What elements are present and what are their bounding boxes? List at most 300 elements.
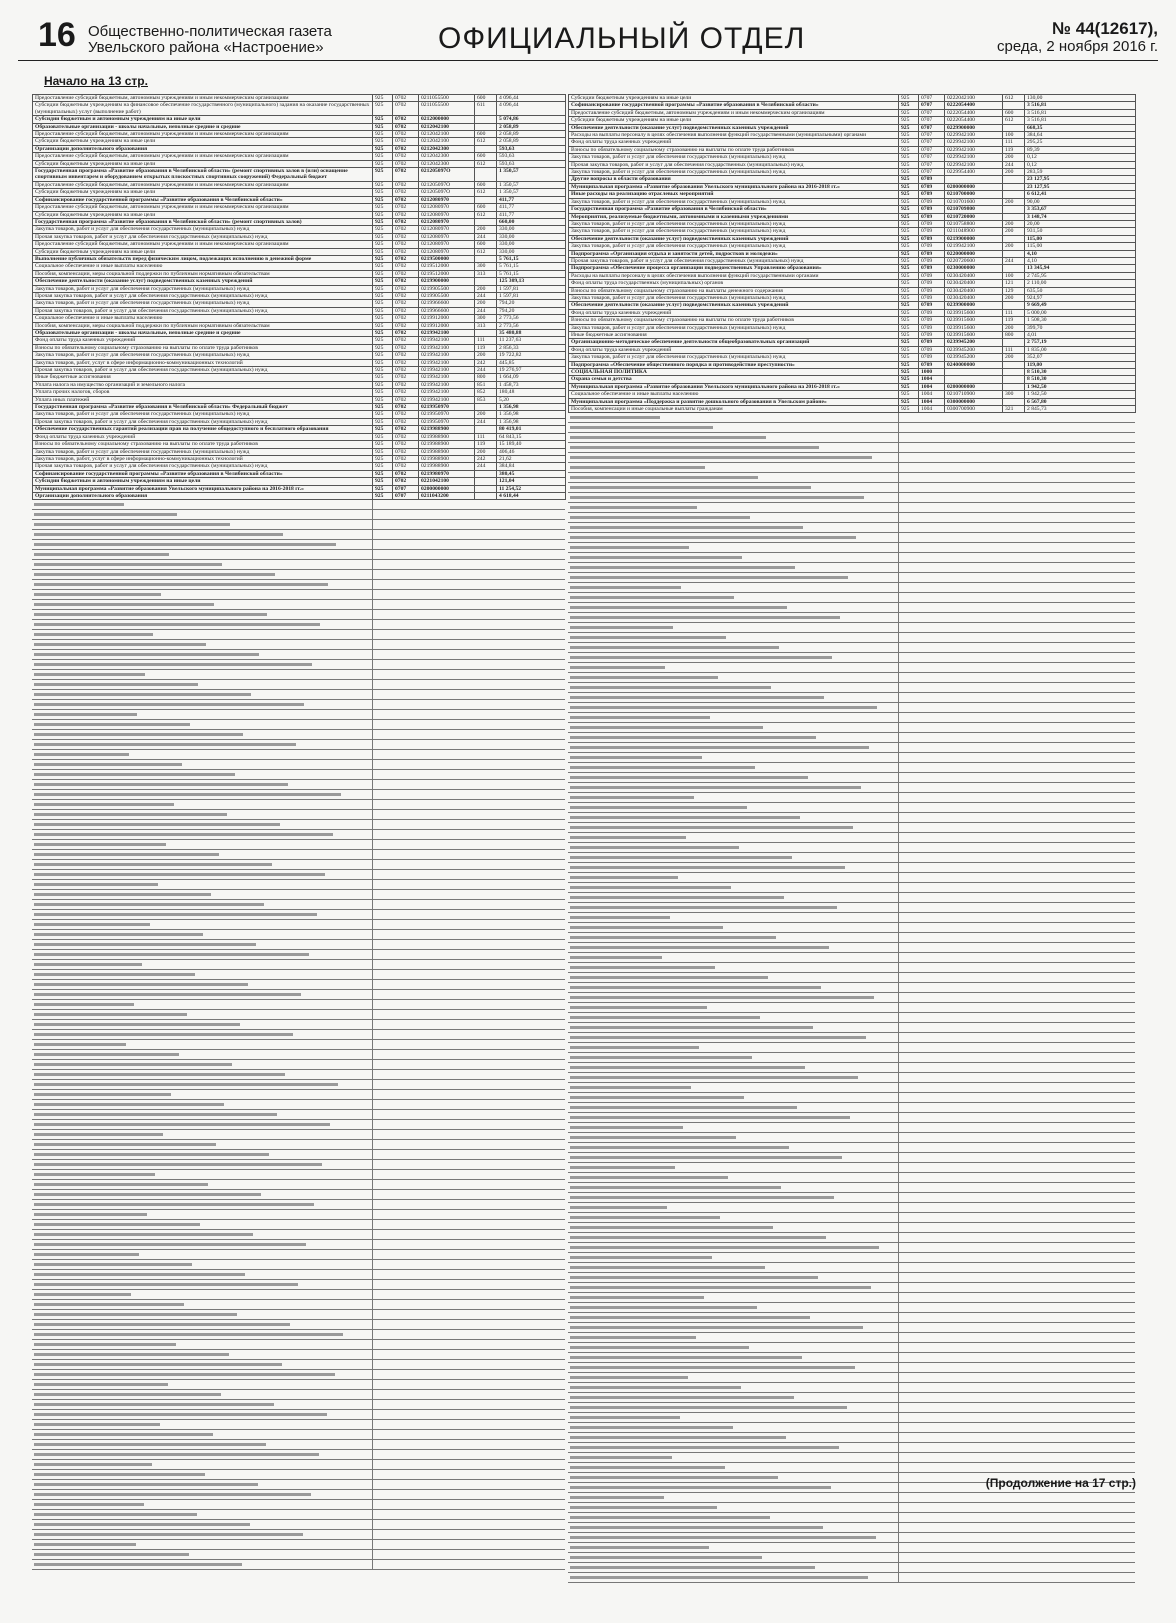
row-section-code: 0702 <box>393 160 419 167</box>
continuation-row <box>568 1543 1135 1553</box>
row-expense-type: 313 <box>475 322 497 329</box>
row-section-code: 0702 <box>393 255 419 262</box>
continuation-row <box>32 1120 565 1130</box>
row-description: Субсидии бюджетным учреждениям на иные цели <box>33 211 373 218</box>
row-amount: 3 516,81 <box>1025 102 1136 109</box>
table-row <box>33 307 566 314</box>
continuation-row <box>568 1173 1135 1183</box>
row-description: Закупка товаров, работ и услуг для обеспечения государственных (муниципальных) нужд <box>569 220 899 227</box>
row-section-code: 0709 <box>919 265 945 272</box>
row-expense-type: 300 <box>475 315 497 322</box>
row-section-code: 0707 <box>919 132 945 139</box>
row-description: Взносы по обязательному социальному страхованию на выплаты по оплате труда работников <box>569 146 899 153</box>
row-amount: 635,50 <box>1025 287 1136 294</box>
row-description: Прочая закупка товаров, работ и услуг для обеспечения государственных (муниципальных) нужд <box>33 233 373 240</box>
continuation-row <box>568 553 1135 563</box>
row-description: Обеспечение деятельности (оказание услуг) подведомственных казенных учреждений <box>569 124 899 131</box>
row-ministry-code: 925 <box>899 102 919 109</box>
continuation-row <box>568 593 1135 603</box>
row-ministry-code: 925 <box>899 324 919 331</box>
continuation-row <box>32 500 565 510</box>
row-ministry-code: 925 <box>373 396 393 403</box>
row-expense-type: 244 <box>475 233 497 240</box>
row-ministry-code: 925 <box>373 315 393 322</box>
row-expense-type: 200 <box>1003 154 1025 161</box>
row-ministry-code: 925 <box>373 330 393 337</box>
row-section-code: 0702 <box>393 196 419 203</box>
row-amount: 593,63 <box>497 160 566 167</box>
continuation-row <box>568 493 1135 503</box>
continuation-row <box>568 663 1135 673</box>
table-row <box>569 354 1136 361</box>
row-expense-type: 242 <box>475 359 497 366</box>
table-row <box>33 263 566 270</box>
row-ministry-code: 925 <box>373 196 393 203</box>
row-expense-type: 612 <box>475 138 497 145</box>
issue-info <box>997 20 1158 55</box>
row-ministry-code: 925 <box>373 381 393 388</box>
row-amount: 1 597,81 <box>497 285 566 292</box>
row-target-code: 0212080970 <box>419 241 475 248</box>
continuation-row <box>568 633 1135 643</box>
row-ministry-code: 925 <box>899 302 919 309</box>
row-amount: 3 516,81 <box>1025 117 1136 124</box>
row-ministry-code: 925 <box>899 109 919 116</box>
row-ministry-code: 925 <box>899 309 919 316</box>
row-description: Муниципальная программа «Поддержка и развитие дошкольного образования в Увельском районе» <box>569 398 899 405</box>
row-amount: 384,84 <box>497 463 566 470</box>
row-amount: 3 516,81 <box>1025 109 1136 116</box>
row-expense-type <box>1003 302 1025 309</box>
row-ministry-code: 925 <box>899 95 919 102</box>
table-row <box>569 376 1136 383</box>
row-expense-type <box>475 330 497 337</box>
row-section-code: 0709 <box>919 198 945 205</box>
row-target-code <box>945 369 1003 376</box>
continuation-row <box>32 700 565 710</box>
table-row <box>33 204 566 211</box>
row-expense-type: 600 <box>475 241 497 248</box>
table-row <box>33 218 566 225</box>
table-row <box>33 374 566 381</box>
row-description: Прочая закупка товаров, работ и услуг для обеспечения государственных (муниципальных) нужд <box>33 292 373 299</box>
row-amount: 4 096,44 <box>497 95 566 102</box>
continuation-row <box>568 823 1135 833</box>
continuation-row <box>568 913 1135 923</box>
continuation-row <box>32 1190 565 1200</box>
continuation-row <box>32 890 565 900</box>
row-target-code: 0219950970 <box>419 411 475 418</box>
row-section-code: 0702 <box>393 359 419 366</box>
row-description: Софинансирование государственной программы «Развитие образования в Челябинской области» <box>33 196 373 203</box>
continuation-row <box>568 603 1135 613</box>
row-description: Муниципальная программа «Развитие образования Увельского муниципального района на 2016-2018 гг.» <box>33 485 373 492</box>
row-ministry-code: 925 <box>899 154 919 161</box>
row-section-code: 0709 <box>919 287 945 294</box>
continuation-row <box>568 1493 1135 1503</box>
continuation-row <box>568 1533 1135 1543</box>
row-target-code: 0211048900 <box>945 228 1003 235</box>
row-amount: 794,20 <box>497 307 566 314</box>
continuation-row <box>32 1020 565 1030</box>
row-ministry-code: 925 <box>899 265 919 272</box>
table-row <box>33 367 566 374</box>
table-row <box>569 317 1136 324</box>
row-amount: 384,64 <box>1025 132 1136 139</box>
row-amount: 2 058,89 <box>497 131 566 138</box>
row-expense-type: 600 <box>475 181 497 188</box>
continuation-row <box>568 943 1135 953</box>
row-ministry-code: 925 <box>899 406 919 413</box>
row-target-code: 0230420400 <box>945 272 1003 279</box>
row-description: Обеспечение государственных гарантий реализации прав на получение общедоступного и бесплатного образования <box>33 426 373 433</box>
row-ministry-code: 925 <box>899 139 919 146</box>
row-expense-type <box>1003 265 1025 272</box>
row-section-code: 0702 <box>393 448 419 455</box>
row-description: Организационно-методическое обеспечение деятельности общеобразовательных организаций <box>569 339 899 346</box>
row-ministry-code: 925 <box>373 404 393 411</box>
row-section-code: 0707 <box>393 485 419 492</box>
row-expense-type: 600 <box>475 153 497 160</box>
section-title: ОФИЦИАЛЬНЫЙ ОТДЕЛ <box>438 22 806 55</box>
continuation-row <box>568 713 1135 723</box>
continuation-row <box>32 1430 565 1440</box>
row-expense-type: 129 <box>1003 287 1025 294</box>
continuation-row <box>568 923 1135 933</box>
row-section-code: 0702 <box>393 411 419 418</box>
continuation-row <box>568 1343 1135 1353</box>
continuation-row <box>32 830 565 840</box>
continuation-row <box>32 640 565 650</box>
row-amount: 180,48 <box>497 389 566 396</box>
row-description: Предоставление субсидий бюджетным, автономным учреждениям и иным некоммерческим организациям <box>33 204 373 211</box>
row-target-code: 0219950970 <box>419 418 475 425</box>
row-description: Подпрограмма «Обеспечение процесса организации подведомственных Управлению образования» <box>569 265 899 272</box>
continuation-row <box>32 1150 565 1160</box>
row-target-code: 0239915600 <box>945 309 1003 316</box>
continuation-row <box>32 1260 565 1270</box>
table-row <box>33 433 566 440</box>
table-row <box>569 228 1136 235</box>
row-ministry-code: 925 <box>899 339 919 346</box>
table-row <box>569 302 1136 309</box>
row-description: Социальное обеспечение и иные выплаты населению <box>569 391 899 398</box>
row-ministry-code: 925 <box>899 280 919 287</box>
row-ministry-code: 925 <box>373 131 393 138</box>
row-target-code: 0219966600 <box>419 307 475 314</box>
row-ministry-code: 925 <box>899 183 919 190</box>
row-section-code: 0709 <box>919 309 945 316</box>
row-ministry-code: 925 <box>373 374 393 381</box>
continuation-row <box>568 473 1135 483</box>
continuation-row <box>32 780 565 790</box>
row-ministry-code: 925 <box>899 213 919 220</box>
row-description: Предоставление субсидий бюджетным, автономным учреждениям и иным некоммерческим организациям <box>33 181 373 188</box>
continuation-row <box>32 1330 565 1340</box>
row-section-code: 0702 <box>393 344 419 351</box>
budget-table-right <box>568 94 1135 413</box>
row-expense-type: 200 <box>1003 243 1025 250</box>
row-description: Организации дополнительного образования <box>33 145 373 152</box>
row-section-code: 0702 <box>393 374 419 381</box>
table-row <box>569 146 1136 153</box>
continuation-row <box>568 1043 1135 1053</box>
row-expense-type: 111 <box>1003 309 1025 316</box>
continuation-row <box>568 1413 1135 1423</box>
continuation-row <box>32 710 565 720</box>
row-ministry-code: 925 <box>373 138 393 145</box>
row-description: Иные бюджетные ассигнования <box>569 332 899 339</box>
table-row <box>569 198 1136 205</box>
row-amount: 593,63 <box>497 145 566 152</box>
row-ministry-code: 925 <box>373 389 393 396</box>
continuation-row <box>32 1320 565 1330</box>
table-row <box>33 278 566 285</box>
row-amount: 4 096,44 <box>497 102 566 116</box>
row-expense-type <box>1003 102 1025 109</box>
row-section-code: 0702 <box>393 381 419 388</box>
row-expense-type: 244 <box>1003 257 1025 264</box>
table-row <box>33 248 566 255</box>
row-ministry-code: 925 <box>373 322 393 329</box>
row-amount: 2 058,89 <box>497 123 566 130</box>
row-description: Обеспечение деятельности (оказание услуг) подведомственных казенных учреждений <box>33 278 373 285</box>
continuation-row <box>32 1180 565 1190</box>
row-amount: 352,07 <box>1025 354 1136 361</box>
continuation-row <box>568 503 1135 513</box>
row-description: Подпрограмма «Обеспечение общественного порядка и противодействие преступности» <box>569 361 899 368</box>
continuation-row <box>32 1310 565 1320</box>
table-row <box>33 485 566 492</box>
row-amount: 4 618,44 <box>497 492 566 499</box>
row-description: Обеспечение деятельности (оказание услуг) подведомственных казенных учреждений <box>569 235 899 242</box>
row-section-code: 0709 <box>919 220 945 227</box>
row-expense-type <box>1003 369 1025 376</box>
table-row <box>569 95 1136 102</box>
continuation-row <box>32 1050 565 1060</box>
row-target-code: 0300700900 <box>945 406 1003 413</box>
row-description: Субсидии бюджетным учреждениям на иные цели <box>33 248 373 255</box>
continuation-row <box>32 750 565 760</box>
continuation-row <box>568 1033 1135 1043</box>
row-target-code <box>945 176 1003 183</box>
row-description: Закупка товаров, работ и услуг для обеспечения государственных (муниципальных) нужд <box>569 294 899 301</box>
row-section-code: 1004 <box>919 391 945 398</box>
row-amount: 2 773,56 <box>497 322 566 329</box>
row-amount: 593,63 <box>497 153 566 160</box>
continuation-row <box>32 1230 565 1240</box>
continuation-row <box>32 1110 565 1120</box>
row-description: Образовательные организации - школы начальные, неполные средние и средние <box>33 330 373 337</box>
row-section-code: 0702 <box>393 337 419 344</box>
row-amount: 924,97 <box>1025 294 1136 301</box>
row-description: Закупка товаров, работ и услуг для обеспечения государственных (муниципальных) нужд <box>569 154 899 161</box>
continuation-row <box>568 1243 1135 1253</box>
row-target-code: 0212080970 <box>419 233 475 240</box>
row-ministry-code: 925 <box>373 116 393 123</box>
row-section-code: 0707 <box>919 117 945 124</box>
row-target-code: 0240000000 <box>945 361 1003 368</box>
continuation-row <box>32 810 565 820</box>
row-description: Предоставление субсидий бюджетным, автономным учреждениям и иным некоммерческим организациям <box>33 131 373 138</box>
row-amount: 4,10 <box>1025 257 1136 264</box>
continuation-row <box>32 1060 565 1070</box>
row-expense-type: 119 <box>1003 317 1025 324</box>
row-target-code: 0219942100 <box>419 344 475 351</box>
row-expense-type: 244 <box>475 418 497 425</box>
row-expense-type: 111 <box>475 433 497 440</box>
row-expense-type <box>475 255 497 262</box>
row-target-code: 0219942100 <box>419 359 475 366</box>
row-target-code: 0212080970 <box>419 204 475 211</box>
row-target-code: 0200000000 <box>419 485 475 492</box>
row-target-code: 0212042300 <box>419 160 475 167</box>
continuation-row <box>32 1220 565 1230</box>
row-description: Предоставление субсидий бюджетным, автономным учреждениям и иным некоммерческим организациям <box>33 241 373 248</box>
row-expense-type <box>475 478 497 485</box>
continuation-row <box>568 693 1135 703</box>
row-amount: 2 757,19 <box>1025 339 1136 346</box>
row-description: Субсидии бюджетным учреждениям на иные цели <box>33 189 373 196</box>
row-section-code: 0702 <box>393 102 419 116</box>
row-amount: 0,12 <box>1025 154 1136 161</box>
table-row <box>33 181 566 188</box>
row-description: Пособия, компенсации, меры социальной поддержки по публичным нормативным обязательствам <box>33 270 373 277</box>
row-description: Прочая закупка товаров, работ и услуг для обеспечения государственных (муниципальных) нужд <box>569 257 899 264</box>
row-target-code: 0200000000 <box>945 183 1003 190</box>
continuation-row <box>32 870 565 880</box>
continuation-row <box>568 1093 1135 1103</box>
row-ministry-code: 925 <box>373 441 393 448</box>
row-amount: 1 942,50 <box>1025 383 1136 390</box>
row-target-code: 0219900000 <box>419 278 475 285</box>
row-section-code: 0709 <box>919 191 945 198</box>
row-section-code: 0702 <box>393 478 419 485</box>
row-amount: 2 110,00 <box>1025 280 1136 287</box>
table-row <box>569 391 1136 398</box>
continuation-row <box>568 1263 1135 1273</box>
row-section-code: 0702 <box>393 233 419 240</box>
table-row <box>33 168 566 182</box>
continuation-row <box>568 1063 1135 1073</box>
row-ministry-code: 925 <box>373 367 393 374</box>
row-amount: 1 508,30 <box>1025 317 1136 324</box>
row-description: Закупка товаров, работ, услуг в сфере информационно-коммуникационных технологий <box>33 359 373 366</box>
continuation-row <box>32 1170 565 1180</box>
row-expense-type: 100 <box>1003 132 1025 139</box>
continuation-row <box>568 683 1135 693</box>
row-ministry-code: 925 <box>899 243 919 250</box>
row-target-code: 0222042100 <box>945 95 1003 102</box>
row-target-code: 0219942100 <box>419 381 475 388</box>
continuation-row <box>568 1513 1135 1523</box>
continuation-row <box>32 1390 565 1400</box>
row-expense-type: 321 <box>1003 406 1025 413</box>
continuation-row <box>568 1003 1135 1013</box>
row-expense-type: 600 <box>1003 109 1025 116</box>
row-ministry-code: 925 <box>373 241 393 248</box>
row-target-code: 0219988900 <box>419 448 475 455</box>
continuation-row <box>568 673 1135 683</box>
continuation-row <box>568 803 1135 813</box>
continuation-row <box>32 1280 565 1290</box>
row-target-code: 0219942100 <box>419 352 475 359</box>
continuation-row <box>32 550 565 560</box>
continuation-row <box>568 1523 1135 1533</box>
continuation-row <box>568 1133 1135 1143</box>
row-section-code: 0709 <box>919 339 945 346</box>
continuation-row <box>568 1323 1135 1333</box>
page-number: 16 <box>38 16 76 54</box>
row-expense-type <box>475 426 497 433</box>
row-expense-type <box>1003 191 1025 198</box>
row-amount: 121,04 <box>497 478 566 485</box>
row-amount: 931,50 <box>1025 228 1136 235</box>
row-section-code: 1000 <box>919 369 945 376</box>
row-section-code: 0702 <box>393 441 419 448</box>
table-row <box>569 220 1136 227</box>
row-expense-type <box>475 492 497 499</box>
continuation-row <box>568 1393 1135 1403</box>
row-amount: 90,00 <box>1025 198 1136 205</box>
row-expense-type: 612 <box>1003 117 1025 124</box>
table-continuation-rows <box>32 500 565 1570</box>
table-row <box>569 102 1136 109</box>
row-section-code: 0709 <box>919 176 945 183</box>
continuation-row <box>32 580 565 590</box>
table-row <box>569 213 1136 220</box>
continuation-row <box>568 723 1135 733</box>
table-row <box>33 116 566 123</box>
continuation-row <box>568 413 1135 423</box>
row-ministry-code: 925 <box>373 359 393 366</box>
continuation-row <box>568 903 1135 913</box>
table-row <box>33 396 566 403</box>
table-row <box>569 309 1136 316</box>
row-target-code: 0219912000 <box>419 315 475 322</box>
row-ministry-code: 925 <box>373 455 393 462</box>
table-row <box>569 339 1136 346</box>
row-amount: 11 254,52 <box>497 485 566 492</box>
row-description: Иные бюджетные ассигнования <box>33 374 373 381</box>
table-row <box>33 470 566 477</box>
row-section-code: 0707 <box>919 146 945 153</box>
row-section-code: 0702 <box>393 226 419 233</box>
continuation-row <box>32 1090 565 1100</box>
table-row <box>33 389 566 396</box>
row-ministry-code: 925 <box>373 226 393 233</box>
row-description: Фонд оплаты труда казенных учреждений <box>569 346 899 353</box>
row-target-code: 0222054400 <box>945 109 1003 116</box>
table-row <box>569 280 1136 287</box>
continuation-row <box>32 740 565 750</box>
row-amount: 21,62 <box>497 455 566 462</box>
row-section-code: 0702 <box>393 470 419 477</box>
continuation-row <box>32 1100 565 1110</box>
row-ministry-code: 925 <box>373 181 393 188</box>
row-amount: 23 127,95 <box>1025 183 1136 190</box>
row-amount: 2 745,95 <box>1025 272 1136 279</box>
row-expense-type <box>475 485 497 492</box>
row-target-code: 0229942100 <box>945 132 1003 139</box>
continuation-row <box>32 540 565 550</box>
row-amount: 411,77 <box>497 211 566 218</box>
continuation-row <box>32 1490 565 1500</box>
continuation-row <box>32 1240 565 1250</box>
row-target-code: 0230420400 <box>945 280 1003 287</box>
continuation-row <box>32 1300 565 1310</box>
table-row <box>33 463 566 470</box>
